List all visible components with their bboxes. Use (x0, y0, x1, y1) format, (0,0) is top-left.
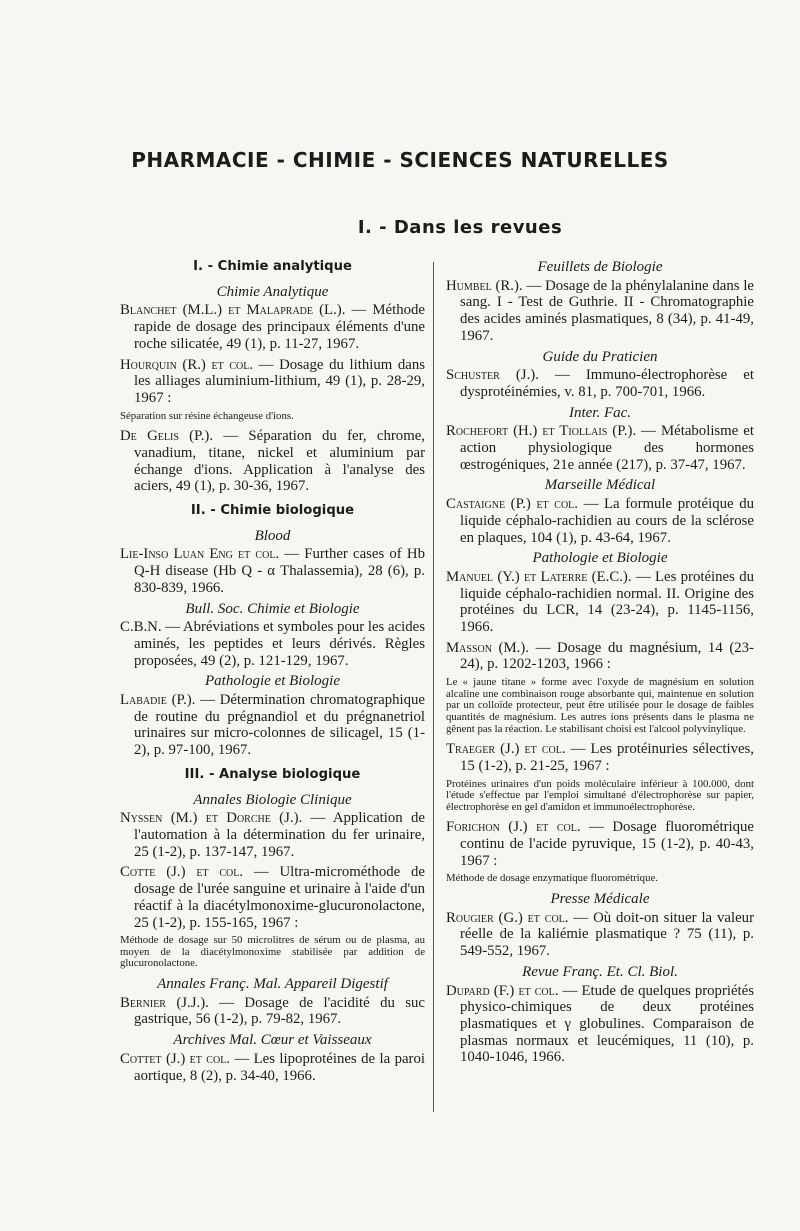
journal-heading: Archives Mal. Cœur et Vaisseaux (173, 1032, 372, 1049)
entry-author: Cotte (J.) et col. (120, 864, 244, 881)
journal-heading: Bull. Soc. Chimie et Biologie (185, 600, 360, 617)
entry-author: Traeger (J.) et col. (446, 741, 566, 758)
journal-heading: Inter. Fac. (568, 404, 632, 421)
entry-author: Castaigne (P.) et col. (446, 496, 578, 513)
section-heading: I. - Chimie analytique (193, 259, 352, 274)
reference-entry (120, 995, 425, 1028)
journal-heading: Chimie Analytique (216, 283, 329, 300)
entry-text: — Immuno-électrophorèse et dysprotéinémies, v. 81, p. 700-701, 1966. (460, 367, 754, 400)
entry-text: — Les protéinuries sélectives, 15 (1-2), p. 21-25, 1967 : (460, 741, 754, 774)
entry-author: Schuster (J.). (446, 367, 539, 384)
journal-heading: Annales Franç. Mal. Appareil Digestif (157, 975, 388, 992)
entry-author: Humbel (R.). (446, 277, 523, 294)
entry-text: — Application de l'automation à la détermination du fer urinaire, 25 (1-2), p. 137-147, 1967. (134, 810, 425, 860)
journal-heading: Pathologie et Biologie (532, 550, 668, 567)
entry-text: — Les protéines du liquide céphalo-rachidien normal. II. Origine des protéines du LCR, 14 (23-24), p. 1145-1156, 1966. (460, 568, 754, 636)
right-column (446, 255, 754, 1070)
reference-entry (446, 910, 754, 960)
journal-heading: Blood (254, 527, 291, 544)
entry-author: Nyssen (M.) et Dorche (J.). (120, 810, 303, 827)
entry-text: — Détermination chromatographique de routine du prégnandiol et du prégnanetriol urinaires sur micro-colonnes de silicagel, 15 (1-2), p. 97-100, 1967. (134, 692, 426, 759)
entry-text: — Métabolisme et action physiologique des hormones œstrogéniques, 21e année (217), p. 37-47, 1967. (460, 423, 754, 473)
entry-author: Cottet (J.) et col. (120, 1050, 231, 1067)
entry-text: — Dosage de la phénylalanine dans le sang. I - Test de Guthrie. II - Chromatographie des acides aminés plasmatiques, 8 (34), p. 41-49, 1967. (460, 277, 754, 344)
reference-entry (446, 569, 754, 636)
entry-note: Protéines urinaires d'un poids moléculaire inférieur à 100.000, dont l'étude s'effectue par l'emploi simultané d'électrophorèse sur papier, électrophorèse en gel d'amidon et immunoélectrophorèse. (446, 777, 754, 813)
left-column (120, 255, 425, 1088)
journal-heading: Pathologie et Biologie (205, 673, 340, 690)
journal-heading: Revue Franç. Et. Cl. Biol. (522, 963, 678, 980)
reference-entry (120, 428, 425, 495)
reference-entry (446, 983, 754, 1067)
reference-entry (120, 810, 425, 860)
entry-text: — Méthode rapide de dosage des principaux éléments d'une roche silicatée, 49 (1), p. 11-27, 1967. (134, 302, 425, 352)
entry-author: Lie-Inso Luan Eng et col. (120, 546, 280, 563)
column-divider (433, 262, 434, 1112)
reference-entry (120, 864, 425, 931)
reference-entry (446, 423, 754, 473)
section-heading: II. - Chimie biologique (190, 503, 355, 519)
page-title: PHARMACIE - CHIMIE - SCIENCES NATURELLES (131, 148, 669, 172)
entry-note: Méthode de dosage enzymatique fluorométrique. (446, 872, 658, 885)
reference-entry (446, 819, 754, 869)
journal-heading: Annales Biologie Clinique (193, 791, 352, 808)
entry-author: De Gelis (P.). (120, 428, 214, 445)
entry-text: — Séparation du fer, chrome, vanadium, titane, nickel et aluminium par échange d'ions. Application à l'analyse des aciers, 49 (1), p. 30-36, 1967. (134, 428, 425, 495)
entry-text: — Dosage du lithium dans les alliages aluminium-lithium, 49 (1), p. 28-29, 1967 : (134, 356, 425, 406)
reference-entry (446, 741, 754, 774)
reference-entry (120, 619, 425, 669)
entry-author: C.B.N. (120, 619, 162, 636)
section-heading: III. - Analyse biologique (184, 766, 361, 782)
entry-text: — Dosage fluorométrique continu de l'acide pyruvique, 15 (1-2), p. 40-43, 1967 : (460, 819, 754, 869)
entry-author: Hourquin (R.) et col. (120, 356, 254, 373)
entry-note: Le « jaune titane » forme avec l'oxyde de magnésium en solution alcaline une combinaison rouge absorbante qui, maintenue en solution par un colloïde protecteur, peut être utilisée pour le dosage de faibles quantités de magnésium. Les autres ions présents dans le plasma ne gênent pas la réaction. Le stabilisant choisi est l'alcool polyvinylique. (446, 676, 754, 735)
reference-entry (120, 302, 425, 352)
entry-text: — Ultra-microméthode de dosage de l'urée sanguine et urinaire à l'aide d'un réactif à la diacétylmonoxime-glucuronolactone, 25 (1-2), p. 155-165, 1967 : (134, 864, 425, 931)
reference-entry (120, 357, 425, 407)
entry-note: Séparation sur résine échangeuse d'ions. (120, 409, 294, 422)
entry-author: Labadie (P.). (120, 692, 196, 709)
entry-note: Méthode de dosage sur 50 microlitres de sérum ou de plasma, au moyen de la diacétylmonoxime stabilisée par addition de glucuronolactone. (120, 934, 425, 970)
entry-text: — La formule protéique du liquide céphalo-rachidien au cours de la sclérose en plaques, 104 (1), p. 43-64, 1967. (460, 496, 754, 546)
entry-author: Bernier (J.J.). (120, 994, 209, 1011)
journal-heading: Feuillets de Biologie (537, 259, 663, 275)
reference-entry (446, 278, 754, 345)
reference-entry (120, 546, 425, 596)
entry-author: Masson (M.). (446, 639, 529, 656)
entry-author: Dupard (F.) et col. (446, 982, 559, 999)
entry-text: — Dosage de l'acidité du suc gastrique, 56 (1-2), p. 79-82, 1967. (134, 994, 425, 1028)
entry-text: — Dosage du magnésium, 14 (23-24), p. 1202-1203, 1966 : (460, 639, 754, 673)
entry-text: — Abréviations et symboles pour les acides aminés, les peptides et leurs dérivés. Règles proposées, 49 (2), p. 121-129, 1967. (134, 619, 425, 669)
entry-author: Forichon (J.) et col. (446, 819, 581, 836)
entry-author: Rougier (G.) et col. (446, 909, 569, 926)
part-heading: I. - Dans les revues (357, 217, 563, 238)
reference-entry (446, 367, 754, 400)
entry-author: Manuel (Y.) et Laterre (E.C.). (446, 568, 632, 585)
reference-entry (446, 496, 754, 546)
journal-heading: Presse Médicale (550, 891, 650, 908)
journal-heading: Guide du Praticien (542, 348, 658, 365)
entry-author: Blanchet (M.L.) et Malaprade (L.). (120, 302, 346, 319)
reference-entry (120, 692, 425, 759)
entry-author: Rochefort (H.) et Tiollais (P.). (446, 423, 637, 440)
journal-heading: Marseille Médical (544, 477, 656, 494)
entry-text: — Où doit-on situer la valeur réelle de la kaliémie plasmatique ? 75 (11), p. 549-552, 1967. (460, 909, 754, 960)
reference-entry (446, 640, 754, 673)
reference-entry (120, 1051, 425, 1084)
entry-text: — Etude de quelques propriétés physico-chimiques de deux protéines plasmatiques et γ globulines. Comparaison de plasmas normaux et leucémiques, 11 (10), p. 1040-1046, 1966. (460, 982, 754, 1066)
entry-text: — Les lipoprotéines de la paroi aortique, 8 (2), p. 34-40, 1966. (134, 1050, 425, 1084)
entry-text: — Further cases of Hb Q-H disease (Hb Q - α Thalassemia), 28 (6), p. 830-839, 1966. (134, 546, 425, 596)
